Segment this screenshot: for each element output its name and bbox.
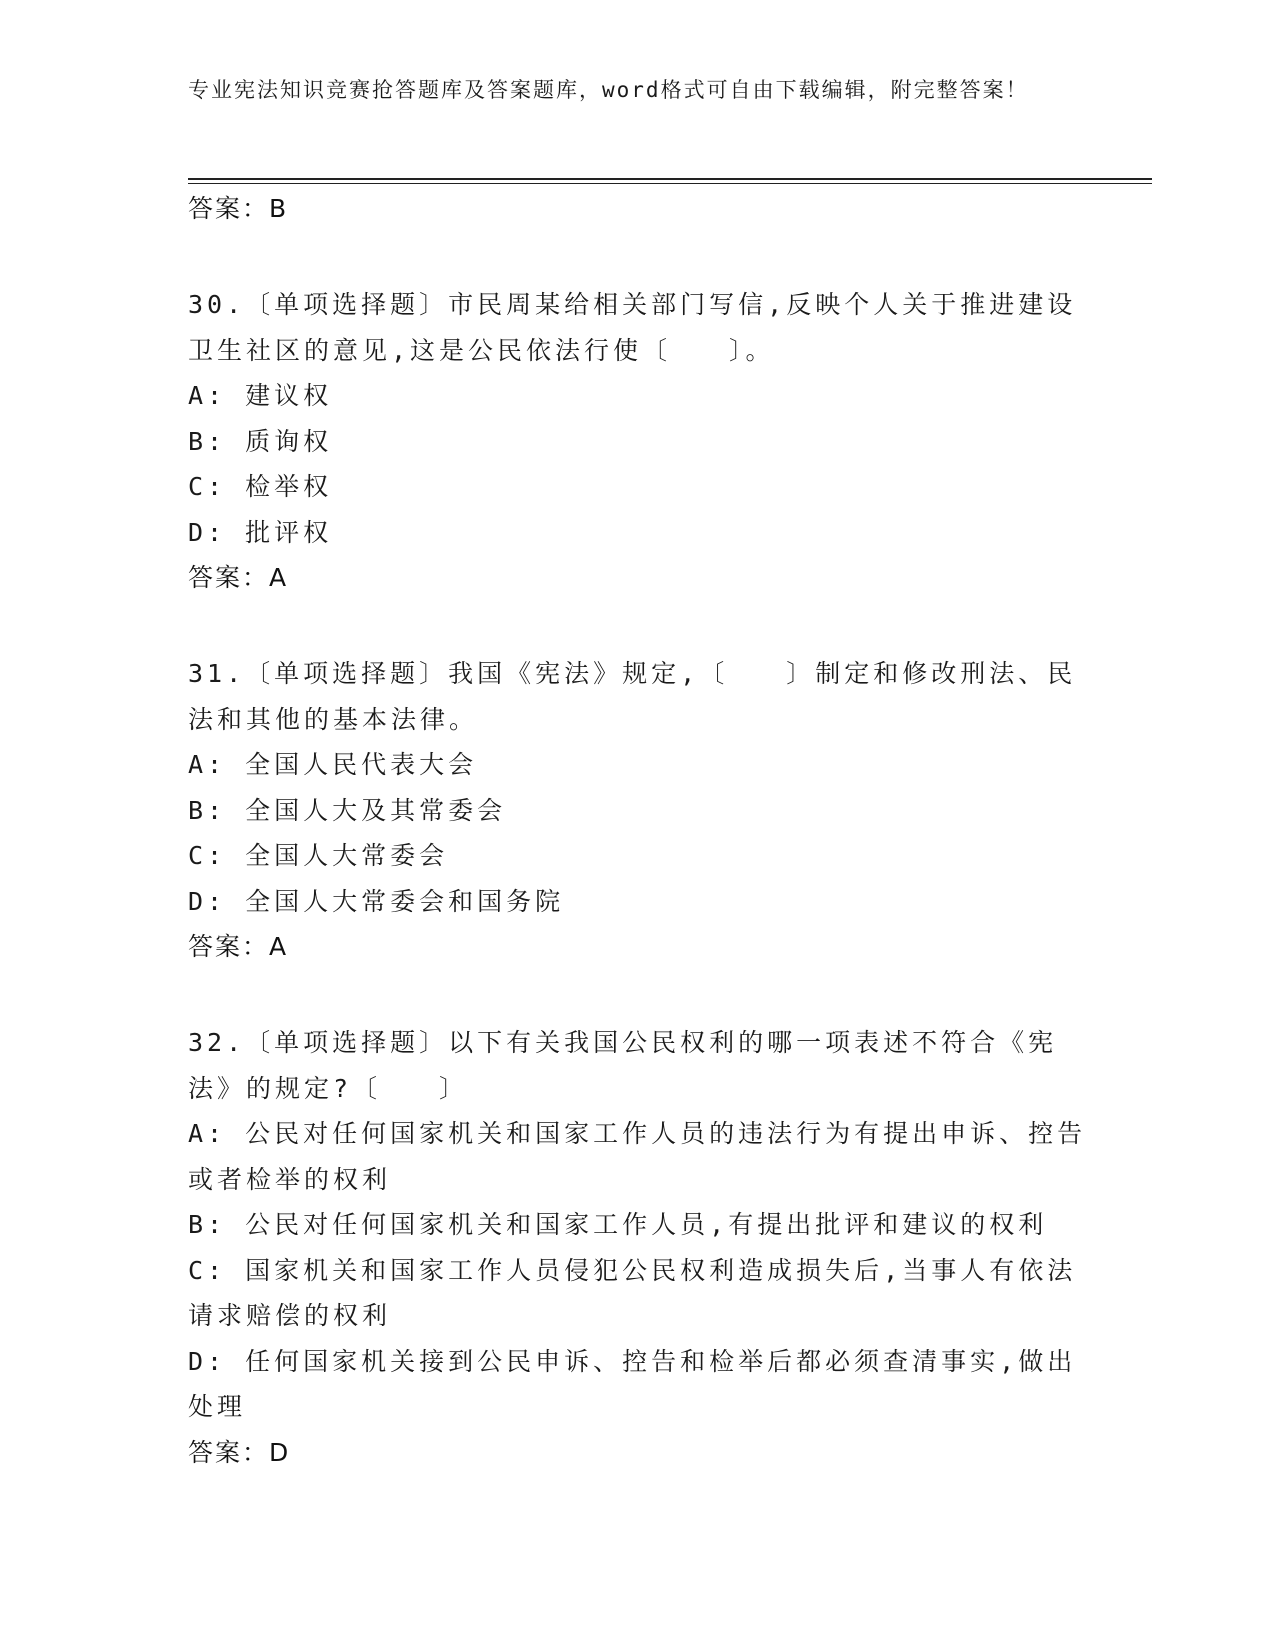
- question-32: [188, 1020, 1088, 1476]
- option-b: B: 公民对任何国家机关和国家工作人员,有提出批评和建议的权利: [188, 1210, 1048, 1239]
- question-answer: 答案：A: [188, 932, 289, 961]
- option-d: D: 任何国家机关接到公民申诉、控告和检举后都必须查清事实,做出处理: [188, 1346, 1077, 1421]
- question-stem: 32.〔单项选择题〕以下有关我国公民权利的哪一项表述不符合《宪法》的规定?〔 〕: [188, 1028, 1058, 1103]
- option-b: B: 质询权: [188, 426, 333, 456]
- question-list: [188, 186, 1088, 1476]
- option-d: D: 批评权: [188, 517, 333, 547]
- question-31: [188, 651, 1088, 970]
- question-30: [188, 282, 1088, 601]
- option-c: C: 全国人大常委会: [188, 841, 449, 870]
- option-a: A: 公民对任何国家机关和国家工作人员的违法行为有提出申诉、控告或者检举的权利: [188, 1119, 1087, 1194]
- option-a: A: 全国人民代表大会: [188, 750, 478, 779]
- header-divider-thin: [188, 183, 1152, 184]
- question-stem: 31.〔单项选择题〕我国《宪法》规定,〔 〕制定和修改刑法、民法和其他的基本法律。: [188, 659, 1077, 734]
- previous-answer: 答案：B: [188, 194, 289, 223]
- option-b: B: 全国人大及其常委会: [188, 795, 507, 825]
- option-a: A: 建议权: [188, 381, 333, 410]
- page-header: 专业宪法知识竞赛抢答题库及答案题库，word格式可自由下载编辑，附完整答案！: [188, 78, 1029, 102]
- header-divider-thick: [188, 178, 1152, 180]
- option-c: C: 检举权: [188, 472, 333, 501]
- option-c: C: 国家机关和国家工作人员侵犯公民权利造成损失后,当事人有依法请求赔偿的权利: [188, 1255, 1077, 1330]
- option-d: D: 全国人大常委会和国务院: [188, 886, 565, 916]
- question-answer: 答案：D: [188, 1437, 291, 1467]
- question-answer: 答案：A: [188, 563, 289, 592]
- question-stem: 30.〔单项选择题〕市民周某给相关部门写信,反映个人关于推进建设卫生社区的意见,这是公民依法行使〔 〕。: [188, 290, 1077, 365]
